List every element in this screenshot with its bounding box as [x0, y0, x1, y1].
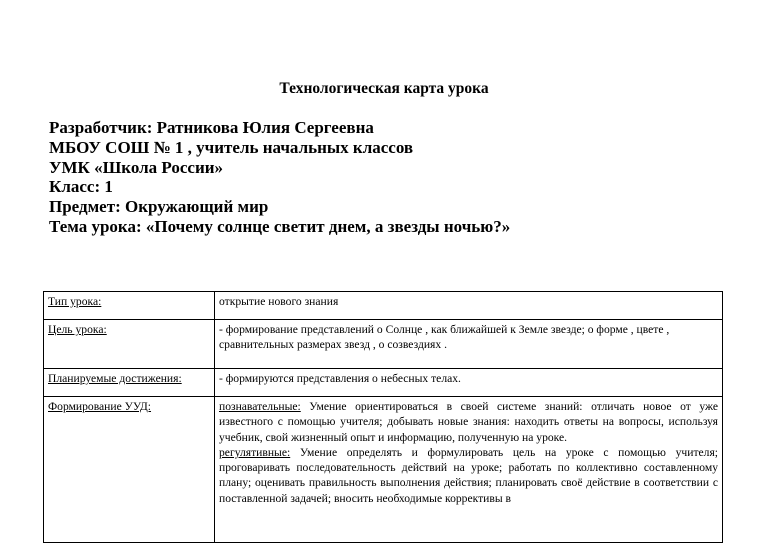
lesson-goal-value: - формирование представлений о Солнце , как ближайшей к Земле звезде; о форме , цвете , сравнительных размерах звезд , о созвездиях .: [215, 320, 723, 369]
table-row-lesson-goal: [44, 320, 723, 369]
achievements-label: Планируемые достижения:: [48, 372, 182, 385]
lesson-type-value: открытие нового знания: [215, 292, 723, 320]
achievements-label-cell: [44, 369, 215, 397]
grade-line: Класс: 1: [49, 177, 113, 197]
uud-regulatory-text: Умение определять и формулировать цель на уроке с помощью учителя; проговаривать последовательность действий на уроке; работать по коллективно составленному плану; оценивать правильность выполнения действия; планировать своё действие в соответствии с поставленной задачей; вносить необходимые коррективы в: [219, 445, 718, 505]
lesson-table: [43, 291, 723, 543]
document-title: Технологическая карта урока: [279, 80, 489, 97]
uud-label: Формирование УУД:: [48, 400, 152, 413]
lesson-type-label-cell: [44, 292, 215, 320]
umk-line: УМК «Школа России»: [49, 157, 224, 177]
uud-label-cell: [44, 397, 215, 543]
uud-regulatory-heading: регулятивные:: [219, 445, 291, 459]
subject-line: Предмет: Окружающий мир: [49, 197, 269, 217]
table-row-achievements: [44, 369, 723, 397]
achievements-value: - формируются представления о небесных телах.: [215, 369, 723, 397]
developer-line: Разработчик: Ратникова Юлия Сергеевна: [49, 118, 374, 137]
uud-cognitive-text: Умение ориентироваться в своей системе знаний: отличать новое от уже известного с помощью учителя; добывать новые знания: находить ответы на вопросы, используя учебник, свой жизненный опыт и информацию, полученную на уроке.: [219, 400, 718, 444]
lesson-goal-label: Цель урока:: [48, 323, 107, 336]
lesson-type-label: Тип урока:: [48, 295, 102, 308]
lesson-goal-label-cell: [44, 320, 215, 369]
lesson-header: [49, 118, 739, 237]
school-line: МБОУ СОШ № 1 , учитель начальных классов: [49, 137, 414, 157]
uud-value: [215, 397, 723, 543]
uud-cognitive-heading: познавательные:: [219, 400, 301, 413]
topic-line: Тема урока: «Почему солнце светит днем, а звезды ночью?»: [49, 216, 511, 236]
table-row-uud: [44, 397, 723, 543]
table-row-lesson-type: [44, 292, 723, 320]
